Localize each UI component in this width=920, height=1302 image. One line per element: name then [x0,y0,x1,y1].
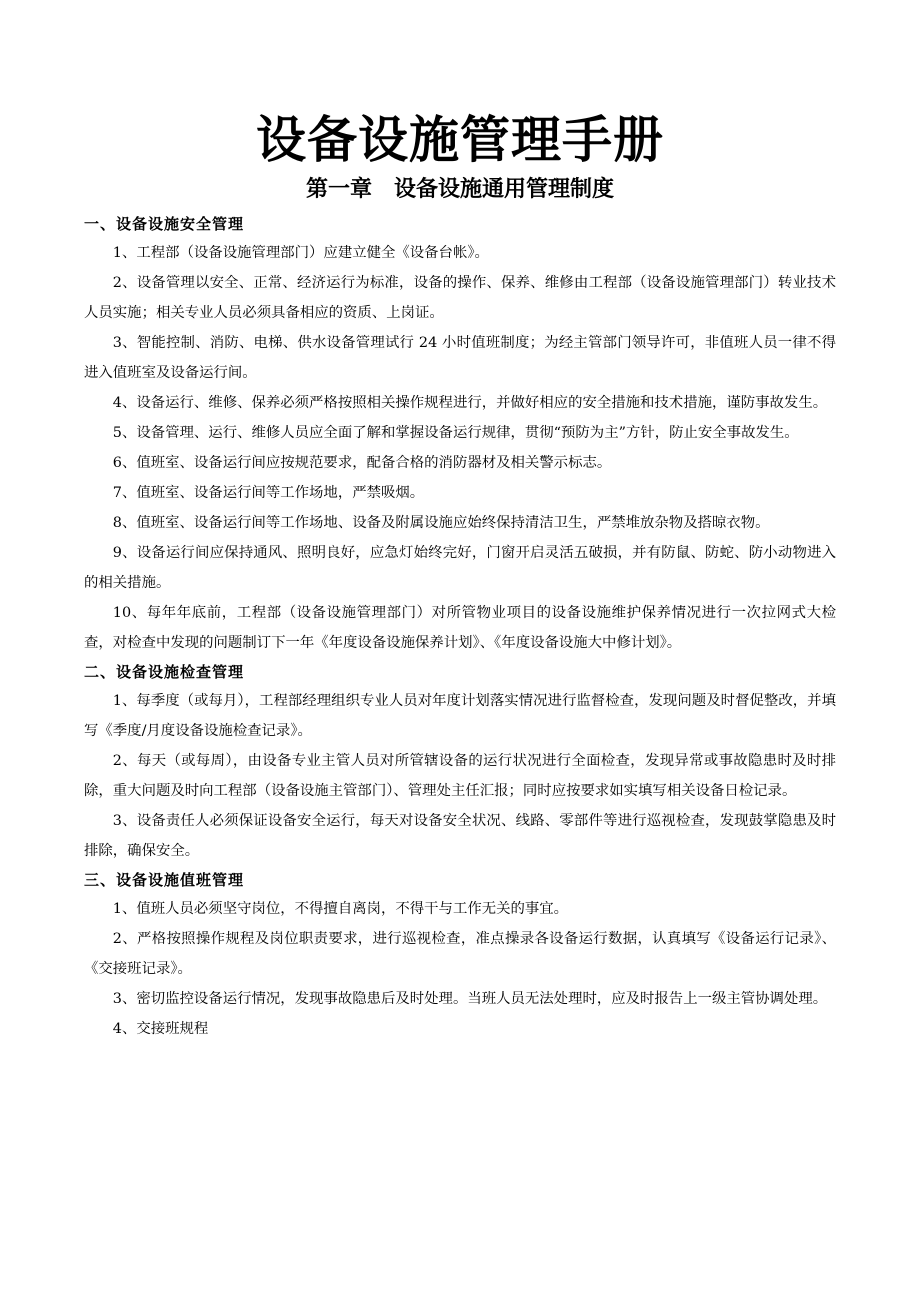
section-inspection [84,658,836,866]
paragraph: 5、设备管理、运行、维修人员应全面了解和掌握设备运行规律，贯彻“预防为主”方针，防止安全事故发生。 [112,425,799,441]
chapter-title: 第一章 设备设施通用管理制度 [305,177,614,202]
paragraph: 2、设备管理以安全、正常、经济运行为标准，设备的操作、保养、维修由工程部（设备设施管理部门）转业技术人员实施；相关专业人员必须具备相应的资质、上岗证。 [84,275,836,321]
paragraph: 1、工程部（设备设施管理部门）应建立健全《设备台帐》。 [112,245,489,261]
paragraph: 1、值班人员必须坚守岗位，不得擅自离岗，不得干与工作无关的事宜。 [112,901,569,917]
paragraph: 8、值班室、设备运行间等工作场地、设备及附属设施应始终保持清洁卫生，严禁堆放杂物及搭晾衣物。 [112,515,770,531]
section-heading: 三、设备设施值班管理 [84,871,245,889]
paragraph: 7、值班室、设备运行间等工作场地，严禁吸烟。 [112,485,425,501]
document-page [84,108,836,1044]
paragraph: 9、设备运行间应保持通风、照明良好，应急灯始终完好，门窗开启灵活五破损，并有防鼠、防蛇、防小动物进入的相关措施。 [84,545,836,591]
paragraph: 2、每天（或每周），由设备专业主管人员对所管辖设备的运行状况进行全面检查，发现异常或事故隐患时及时排除，重大问题及时向工程部（设备设施主管部门）、管理处主任汇报；同时应按要求如实填写相关设备日检记录。 [84,753,836,799]
paragraph: 1、每季度（或每月），工程部经理组织专业人员对年度计划落实情况进行监督检查，发现问题及时督促整改，并填写《季度/月度设备设施检查记录》。 [84,693,836,739]
paragraph: 6、值班室、设备运行间应按规范要求，配备合格的消防器材及相关警示标志。 [112,455,612,471]
paragraph: 3、设备责任人必须保证设备安全运行，每天对设备安全状况、线路、零部件等进行巡视检查，发现鼓掌隐患及时排除，确保安全。 [84,813,836,859]
section-safety [84,210,836,658]
document-title: 设备设施管理手册 [256,111,664,169]
section-duty [84,866,836,1044]
paragraph: 3、密切监控设备运行情况，发现事故隐患后及时处理。当班人员无法处理时，应及时报告上一级主管协调处理。 [112,991,828,1007]
section-heading: 一、设备设施安全管理 [84,215,245,233]
paragraph: 4、交接班规程 [112,1021,209,1037]
paragraph: 4、设备运行、维修、保养必须严格按照相关操作规程进行，并做好相应的安全措施和技术措施，谨防事故发生。 [112,395,828,411]
section-heading: 二、设备设施检查管理 [84,663,245,681]
paragraph: 2、严格按照操作规程及岗位职责要求，进行巡视检查，准点操录各设备运行数据，认真填写《设备运行记录》、《交接班记录》。 [84,931,836,977]
paragraph: 3、智能控制、消防、电梯、供水设备管理试行 24 小时值班制度；为经主管部门领导许可，非值班人员一律不得进入值班室及设备运行间。 [84,335,836,381]
paragraph: 10、每年年底前，工程部（设备设施管理部门）对所管物业项目的设备设施维护保养情况进行一次拉网式大检查，对检查中发现的问题制订下一年《年度设备设施保养计划》、《年度设备设施大中修计划》。 [84,605,836,651]
